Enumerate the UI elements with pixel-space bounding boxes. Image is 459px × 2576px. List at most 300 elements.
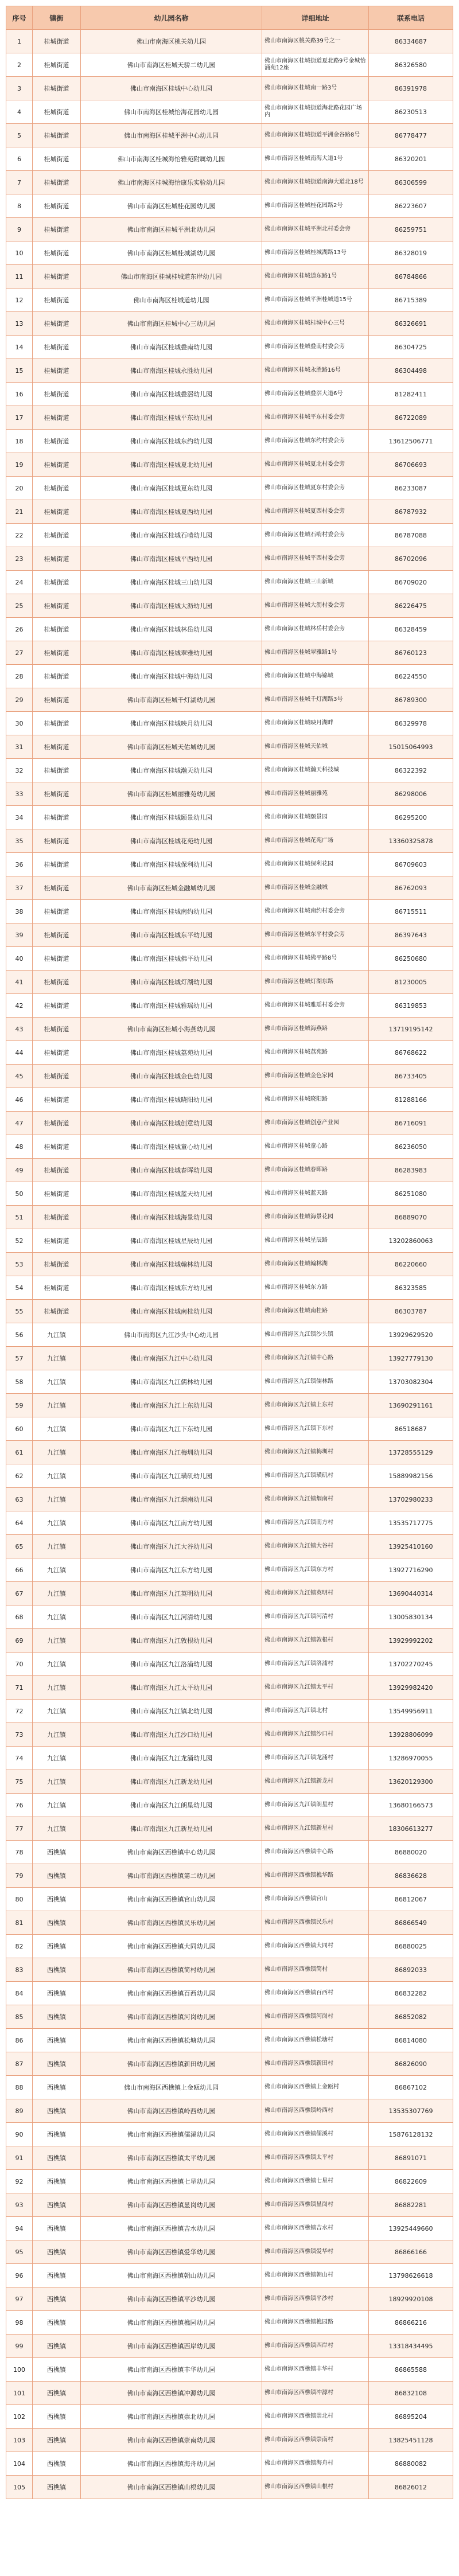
cell-name: 佛山市南海区西樵镇西岸幼儿园 xyxy=(81,2335,262,2358)
cell-name: 佛山市南海区桂城石啃幼儿园 xyxy=(81,524,262,547)
cell-town: 西樵镇 xyxy=(33,2382,81,2405)
cell-address: 佛山市南海区桂城丽雅苑 xyxy=(262,782,369,806)
cell-index: 16 xyxy=(6,383,33,406)
cell-town: 桂城街道 xyxy=(33,994,81,1018)
cell-phone: 86768622 xyxy=(369,1041,453,1065)
cell-address: 佛山市南海区西樵镇七星村 xyxy=(262,2170,369,2193)
cell-phone: 86784866 xyxy=(369,265,453,289)
cell-address: 佛山市南海区西樵镇中心路 xyxy=(262,1841,369,1864)
cell-town: 桂城街道 xyxy=(33,100,81,124)
cell-name: 佛山市南海区西樵镇樵园幼儿园 xyxy=(81,2311,262,2335)
cell-town: 西樵镇 xyxy=(33,2358,81,2382)
cell-town: 桂城街道 xyxy=(33,618,81,641)
cell-phone: 13286970055 xyxy=(369,1747,453,1770)
cell-phone: 86787932 xyxy=(369,500,453,524)
cell-index: 1 xyxy=(6,30,33,53)
table-row xyxy=(6,2264,453,2287)
kindergarten-table xyxy=(6,6,453,2499)
cell-town: 九江镇 xyxy=(33,1629,81,1653)
cell-index: 65 xyxy=(6,1535,33,1558)
cell-name: 佛山市南海区桂城海景幼儿园 xyxy=(81,1206,262,1229)
cell-phone: 86722089 xyxy=(369,406,453,430)
cell-name: 佛山市南海区桂城天佑城幼儿园 xyxy=(81,735,262,759)
cell-address: 佛山市南海区九江镇龙涌村 xyxy=(262,1747,369,1770)
cell-index: 66 xyxy=(6,1558,33,1582)
cell-phone: 13535717775 xyxy=(369,1511,453,1535)
cell-index: 21 xyxy=(6,500,33,524)
cell-address: 佛山市南海区桂城海燕路 xyxy=(262,1018,369,1041)
cell-phone: 13798626618 xyxy=(369,2264,453,2287)
cell-phone: 86866166 xyxy=(369,2240,453,2264)
cell-address: 佛山市南海区桂城东约村委会旁 xyxy=(262,430,369,453)
cell-town: 桂城街道 xyxy=(33,571,81,594)
cell-phone: 86895204 xyxy=(369,2405,453,2429)
table-row xyxy=(6,735,453,759)
table-row xyxy=(6,594,453,618)
cell-town: 九江镇 xyxy=(33,1417,81,1441)
cell-address: 佛山市南海区桂城夏北村委会旁 xyxy=(262,453,369,477)
cell-phone: 15015064993 xyxy=(369,735,453,759)
cell-index: 49 xyxy=(6,1159,33,1182)
cell-name: 佛山市南海区西樵镇平沙幼儿园 xyxy=(81,2287,262,2311)
cell-address: 佛山市南海区九江镇新星村 xyxy=(262,1817,369,1841)
cell-index: 24 xyxy=(6,571,33,594)
table-row xyxy=(6,665,453,688)
cell-address: 佛山市南海区西樵镇爱华村 xyxy=(262,2240,369,2264)
table-row xyxy=(6,124,453,147)
cell-town: 九江镇 xyxy=(33,1723,81,1747)
cell-phone: 86319853 xyxy=(369,994,453,1018)
cell-address: 佛山市南海区桂城石啃村委会旁 xyxy=(262,524,369,547)
cell-address: 佛山市南海区西樵镇上金瓯村 xyxy=(262,2076,369,2099)
cell-index: 44 xyxy=(6,1041,33,1065)
cell-index: 4 xyxy=(6,100,33,124)
table-row xyxy=(6,876,453,900)
cell-address: 佛山市南海区桂城叠南村委会旁 xyxy=(262,336,369,359)
cell-phone: 86226475 xyxy=(369,594,453,618)
cell-town: 九江镇 xyxy=(33,1676,81,1700)
cell-name: 佛山市南海区西樵镇太平幼儿园 xyxy=(81,2146,262,2170)
table-row xyxy=(6,829,453,853)
cell-address: 佛山市南海区西樵镇海舟村 xyxy=(262,2452,369,2476)
cell-address: 佛山市南海区九江镇南方村 xyxy=(262,1511,369,1535)
cell-name: 佛山市南海区西樵镇新田幼儿园 xyxy=(81,2052,262,2076)
table-row xyxy=(6,1958,453,1982)
cell-index: 68 xyxy=(6,1605,33,1629)
cell-index: 22 xyxy=(6,524,33,547)
cell-phone: 86715511 xyxy=(369,900,453,923)
table-row xyxy=(6,994,453,1018)
cell-address: 佛山市南海区九江镇敦根村 xyxy=(262,1629,369,1653)
cell-index: 72 xyxy=(6,1700,33,1723)
cell-name: 佛山市南海区九江河清幼儿园 xyxy=(81,1605,262,1629)
cell-address: 佛山市南海区九江镇下东村 xyxy=(262,1417,369,1441)
table-row xyxy=(6,1253,453,1276)
cell-town: 桂城街道 xyxy=(33,594,81,618)
table-row xyxy=(6,806,453,829)
cell-name: 佛山市南海区九江烟南幼儿园 xyxy=(81,1488,262,1511)
cell-town: 桂城街道 xyxy=(33,194,81,218)
cell-phone: 13318434495 xyxy=(369,2335,453,2358)
cell-name: 佛山市南海区桂城翠雅幼儿园 xyxy=(81,641,262,665)
cell-index: 41 xyxy=(6,971,33,994)
table-row xyxy=(6,2311,453,2335)
cell-town: 西樵镇 xyxy=(33,2099,81,2123)
cell-phone: 13925449660 xyxy=(369,2217,453,2240)
cell-name: 佛山市南海区西樵镇百西幼儿园 xyxy=(81,1982,262,2005)
table-row xyxy=(6,1535,453,1558)
cell-index: 55 xyxy=(6,1300,33,1323)
table-row xyxy=(6,1347,453,1370)
table-row xyxy=(6,2076,453,2099)
header-name: 幼儿园名称 xyxy=(81,6,262,30)
cell-town: 桂城街道 xyxy=(33,947,81,971)
cell-address: 佛山市南海区桂城金色家园 xyxy=(262,1065,369,1088)
cell-town: 西樵镇 xyxy=(33,1864,81,1888)
cell-address: 佛山市南海区西樵镇丰华村 xyxy=(262,2358,369,2382)
cell-address: 佛山市南海区桂城荔苑路 xyxy=(262,1041,369,1065)
cell-address: 佛山市南海区桂城桂花园路2号 xyxy=(262,194,369,218)
cell-phone: 86852082 xyxy=(369,2005,453,2029)
cell-town: 九江镇 xyxy=(33,1794,81,1817)
table-row xyxy=(6,171,453,194)
cell-address: 佛山市南海区桂城雅瑶村委会旁 xyxy=(262,994,369,1018)
table-row xyxy=(6,53,453,77)
cell-address: 佛山市南海区西樵镇西岸村 xyxy=(262,2335,369,2358)
cell-town: 桂城街道 xyxy=(33,735,81,759)
cell-phone: 86250680 xyxy=(369,947,453,971)
table-row xyxy=(6,1323,453,1347)
cell-phone: 86866549 xyxy=(369,1911,453,1935)
cell-name: 佛山市南海区桂城创意幼儿园 xyxy=(81,1112,262,1135)
cell-index: 96 xyxy=(6,2264,33,2287)
cell-town: 九江镇 xyxy=(33,1605,81,1629)
cell-name: 佛山市南海区桂城桂城道东岸幼儿园 xyxy=(81,265,262,289)
cell-index: 88 xyxy=(6,2076,33,2099)
cell-phone: 86230513 xyxy=(369,100,453,124)
cell-index: 26 xyxy=(6,618,33,641)
cell-phone: 86836628 xyxy=(369,1864,453,1888)
cell-address: 佛山市南海区西樵镇朝山村 xyxy=(262,2264,369,2287)
table-row xyxy=(6,477,453,500)
cell-index: 79 xyxy=(6,1864,33,1888)
cell-index: 82 xyxy=(6,1935,33,1958)
cell-town: 桂城街道 xyxy=(33,477,81,500)
cell-phone: 13612506771 xyxy=(369,430,453,453)
cell-index: 99 xyxy=(6,2335,33,2358)
cell-phone: 13927716290 xyxy=(369,1558,453,1582)
cell-town: 桂城街道 xyxy=(33,77,81,100)
cell-town: 西樵镇 xyxy=(33,1958,81,1982)
cell-address: 佛山市南海区西樵镇山根村 xyxy=(262,2476,369,2499)
table-row xyxy=(6,1911,453,1935)
cell-index: 62 xyxy=(6,1464,33,1488)
cell-index: 94 xyxy=(6,2217,33,2240)
header-address: 详细地址 xyxy=(262,6,369,30)
table-row xyxy=(6,1511,453,1535)
table-row xyxy=(6,1394,453,1417)
cell-name: 佛山市南海区桂城东约幼儿园 xyxy=(81,430,262,453)
cell-town: 西樵镇 xyxy=(33,2264,81,2287)
cell-name: 佛山市南海区桂城夏北幼儿园 xyxy=(81,453,262,477)
cell-address: 佛山市南海区西樵镇大同村 xyxy=(262,1935,369,1958)
table-row xyxy=(6,1300,453,1323)
cell-phone: 86889070 xyxy=(369,1206,453,1229)
cell-phone: 13680166573 xyxy=(369,1794,453,1817)
cell-phone: 86882281 xyxy=(369,2193,453,2217)
cell-phone: 13702980233 xyxy=(369,1488,453,1511)
cell-address: 佛山市南海区西樵镇岭西村 xyxy=(262,2099,369,2123)
cell-index: 34 xyxy=(6,806,33,829)
cell-address: 佛山市南海区桂城灯湖东路 xyxy=(262,971,369,994)
table-row xyxy=(6,336,453,359)
cell-phone: 86326691 xyxy=(369,312,453,336)
cell-index: 17 xyxy=(6,406,33,430)
table-row xyxy=(6,759,453,782)
cell-phone: 86306599 xyxy=(369,171,453,194)
cell-name: 佛山市南海区西樵镇河岗幼儿园 xyxy=(81,2005,262,2029)
table-row xyxy=(6,1441,453,1464)
cell-town: 西樵镇 xyxy=(33,2429,81,2452)
cell-address: 佛山市南海区西樵镇崇北村 xyxy=(262,2405,369,2429)
cell-address: 佛山市南海区九江镇洛浦村 xyxy=(262,1653,369,1676)
cell-index: 75 xyxy=(6,1770,33,1794)
cell-index: 23 xyxy=(6,547,33,571)
cell-address: 佛山市南海区桂城天佑城 xyxy=(262,735,369,759)
cell-name: 佛山市南海区西樵镇七星幼儿园 xyxy=(81,2170,262,2193)
cell-phone: 86224550 xyxy=(369,665,453,688)
cell-phone: 13929992202 xyxy=(369,1629,453,1653)
cell-name: 佛山市南海区九江太平幼儿园 xyxy=(81,1676,262,1700)
cell-index: 10 xyxy=(6,241,33,265)
cell-address: 佛山市南海区九江镇大谷村 xyxy=(262,1535,369,1558)
cell-town: 桂城街道 xyxy=(33,806,81,829)
cell-phone: 13005830134 xyxy=(369,1605,453,1629)
cell-address: 佛山市南海区桂城童心路 xyxy=(262,1135,369,1159)
cell-index: 91 xyxy=(6,2146,33,2170)
cell-index: 36 xyxy=(6,853,33,876)
cell-town: 九江镇 xyxy=(33,1770,81,1794)
cell-index: 84 xyxy=(6,1982,33,2005)
cell-name: 佛山市南海区桂城夏西幼儿园 xyxy=(81,500,262,524)
cell-name: 佛山市南海区桂城金色幼儿园 xyxy=(81,1065,262,1088)
cell-town: 桂城街道 xyxy=(33,406,81,430)
cell-town: 桂城街道 xyxy=(33,829,81,853)
cell-index: 3 xyxy=(6,77,33,100)
table-row xyxy=(6,1653,453,1676)
cell-address: 佛山市南海区九江镇北村 xyxy=(262,1700,369,1723)
cell-name: 佛山市南海区桂城千灯湖幼儿园 xyxy=(81,688,262,712)
cell-index: 64 xyxy=(6,1511,33,1535)
table-row xyxy=(6,1088,453,1112)
cell-phone: 18306613277 xyxy=(369,1817,453,1841)
cell-name: 佛山市南海区桂城雅瑶幼儿园 xyxy=(81,994,262,1018)
cell-index: 71 xyxy=(6,1676,33,1700)
cell-index: 69 xyxy=(6,1629,33,1653)
cell-address: 佛山市南海区桂城晓阳路 xyxy=(262,1088,369,1112)
table-row xyxy=(6,147,453,171)
cell-name: 佛山市南海区九江儒林幼儿园 xyxy=(81,1370,262,1394)
table-row xyxy=(6,1370,453,1394)
cell-phone: 18929920108 xyxy=(369,2287,453,2311)
cell-name: 佛山市南海区桂城东平幼儿园 xyxy=(81,923,262,947)
cell-town: 西樵镇 xyxy=(33,1982,81,2005)
cell-index: 83 xyxy=(6,1958,33,1982)
cell-phone: 86702096 xyxy=(369,547,453,571)
table-row xyxy=(6,265,453,289)
cell-town: 西樵镇 xyxy=(33,2170,81,2193)
cell-phone: 86865588 xyxy=(369,2358,453,2382)
table-row xyxy=(6,853,453,876)
cell-name: 佛山市南海区桂城中心幼儿园 xyxy=(81,77,262,100)
cell-phone: 13728555129 xyxy=(369,1441,453,1464)
cell-town: 九江镇 xyxy=(33,1323,81,1347)
table-row xyxy=(6,2335,453,2358)
cell-phone: 13549956911 xyxy=(369,1700,453,1723)
cell-index: 57 xyxy=(6,1347,33,1370)
cell-town: 九江镇 xyxy=(33,1817,81,1841)
cell-index: 105 xyxy=(6,2476,33,2499)
cell-name: 佛山市南海区桂城童心幼儿园 xyxy=(81,1135,262,1159)
cell-phone: 86706693 xyxy=(369,453,453,477)
cell-name: 佛山市南海区桂城映月幼儿园 xyxy=(81,712,262,735)
table-row xyxy=(6,194,453,218)
cell-index: 60 xyxy=(6,1417,33,1441)
cell-address: 佛山市南海区九江镇上东村 xyxy=(262,1394,369,1417)
cell-phone: 86323585 xyxy=(369,1276,453,1300)
table-row xyxy=(6,430,453,453)
cell-phone: 86304498 xyxy=(369,359,453,383)
cell-index: 102 xyxy=(6,2405,33,2429)
cell-name: 佛山市南海区桂城桂花园幼儿园 xyxy=(81,194,262,218)
cell-address: 佛山市南海区桂城林岳村委会旁 xyxy=(262,618,369,641)
cell-town: 桂城街道 xyxy=(33,218,81,241)
cell-town: 桂城街道 xyxy=(33,453,81,477)
cell-address: 佛山市南海区桂城南海大道1号 xyxy=(262,147,369,171)
table-row xyxy=(6,2099,453,2123)
cell-name: 佛山市南海区西樵镇冲源幼儿园 xyxy=(81,2382,262,2405)
table-row xyxy=(6,923,453,947)
cell-phone: 86322392 xyxy=(369,759,453,782)
cell-town: 九江镇 xyxy=(33,1653,81,1676)
cell-name: 佛山市南海区九江朗星幼儿园 xyxy=(81,1794,262,1817)
cell-phone: 86283983 xyxy=(369,1159,453,1182)
cell-phone: 86328459 xyxy=(369,618,453,641)
table-row xyxy=(6,712,453,735)
cell-address: 佛山市南海区桂城映月湖畔 xyxy=(262,712,369,735)
cell-index: 2 xyxy=(6,53,33,77)
cell-address: 佛山市南海区桂城海景花园 xyxy=(262,1206,369,1229)
table-row xyxy=(6,359,453,383)
cell-town: 桂城街道 xyxy=(33,500,81,524)
cell-town: 桂城街道 xyxy=(33,1159,81,1182)
table-row xyxy=(6,1629,453,1653)
cell-phone: 86709603 xyxy=(369,853,453,876)
cell-address: 佛山市南海区九江镇河清村 xyxy=(262,1605,369,1629)
cell-name: 佛山市南海区桂城颐景幼儿园 xyxy=(81,806,262,829)
cell-index: 51 xyxy=(6,1206,33,1229)
cell-town: 桂城街道 xyxy=(33,1253,81,1276)
cell-name: 佛山市南海区九江沙头中心幼儿园 xyxy=(81,1323,262,1347)
table-row xyxy=(6,1794,453,1817)
cell-name: 佛山市南海区西樵镇第二幼儿园 xyxy=(81,1864,262,1888)
cell-town: 桂城街道 xyxy=(33,641,81,665)
cell-town: 西樵镇 xyxy=(33,2452,81,2476)
table-row xyxy=(6,2052,453,2076)
table-row xyxy=(6,1464,453,1488)
table-row xyxy=(6,1229,453,1253)
cell-town: 桂城街道 xyxy=(33,30,81,53)
table-row xyxy=(6,1770,453,1794)
cell-name: 佛山市南海区九江大谷幼儿园 xyxy=(81,1535,262,1558)
cell-address: 佛山市南海区桂城南桂路 xyxy=(262,1300,369,1323)
cell-name: 佛山市南海区九江东方幼儿园 xyxy=(81,1558,262,1582)
cell-address: 佛山市南海区桂城街道南海大道北18号 xyxy=(262,171,369,194)
cell-phone: 13928806099 xyxy=(369,1723,453,1747)
cell-name: 佛山市南海区桂城佛平幼儿园 xyxy=(81,947,262,971)
table-row xyxy=(6,2287,453,2311)
cell-phone: 15889982156 xyxy=(369,1464,453,1488)
cell-index: 93 xyxy=(6,2193,33,2217)
cell-address: 佛山市南海区九江镇朗星村 xyxy=(262,1794,369,1817)
cell-name: 佛山市南海区桂城南桂幼儿园 xyxy=(81,1300,262,1323)
cell-phone: 86397643 xyxy=(369,923,453,947)
cell-name: 佛山市南海区西樵镇丰华幼儿园 xyxy=(81,2358,262,2382)
cell-address: 佛山市南海区九江镇新龙村 xyxy=(262,1770,369,1794)
cell-town: 九江镇 xyxy=(33,1464,81,1488)
cell-address: 佛山市南海区桂城平洲北村委会旁 xyxy=(262,218,369,241)
cell-phone: 86733405 xyxy=(369,1065,453,1088)
cell-town: 西樵镇 xyxy=(33,1911,81,1935)
cell-name: 佛山市南海区桂城蓝天幼儿园 xyxy=(81,1182,262,1206)
cell-index: 95 xyxy=(6,2240,33,2264)
table-row xyxy=(6,218,453,241)
cell-town: 桂城街道 xyxy=(33,312,81,336)
cell-address: 佛山市南海区桂城佛平路8号 xyxy=(262,947,369,971)
cell-phone: 86320201 xyxy=(369,147,453,171)
cell-index: 12 xyxy=(6,289,33,312)
cell-name: 佛山市南海区桂城丽雅苑幼儿园 xyxy=(81,782,262,806)
cell-phone: 86867102 xyxy=(369,2076,453,2099)
cell-name: 佛山市南海区桂城灯湖幼儿园 xyxy=(81,971,262,994)
cell-name: 佛山市南海区桂城林岳幼儿园 xyxy=(81,618,262,641)
cell-name: 佛山市南海区西樵镇显岗幼儿园 xyxy=(81,2193,262,2217)
cell-index: 98 xyxy=(6,2311,33,2335)
cell-name: 佛山市南海区九江南方幼儿园 xyxy=(81,1511,262,1535)
cell-name: 佛山市南海区桂城桂城湖幼儿园 xyxy=(81,241,262,265)
cell-address: 佛山市南海区桂城道东路1号 xyxy=(262,265,369,289)
table-row xyxy=(6,900,453,923)
header-row xyxy=(6,6,453,30)
cell-address: 佛山市南海区西樵镇吉水村 xyxy=(262,2217,369,2240)
cell-address: 佛山市南海区西樵镇民乐村 xyxy=(262,1911,369,1935)
cell-town: 桂城街道 xyxy=(33,53,81,77)
cell-address: 佛山市南海区桂城南一路3号 xyxy=(262,77,369,100)
cell-phone: 86826012 xyxy=(369,2476,453,2499)
cell-town: 西樵镇 xyxy=(33,2146,81,2170)
cell-town: 西樵镇 xyxy=(33,2005,81,2029)
cell-town: 桂城街道 xyxy=(33,1300,81,1323)
cell-phone: 81230005 xyxy=(369,971,453,994)
cell-address: 佛山市南海区九江镇太平村 xyxy=(262,1676,369,1700)
cell-phone: 86814080 xyxy=(369,2029,453,2052)
cell-index: 14 xyxy=(6,336,33,359)
cell-phone: 86866216 xyxy=(369,2311,453,2335)
cell-name: 佛山市南海区桂城春晖幼儿园 xyxy=(81,1159,262,1182)
cell-town: 桂城街道 xyxy=(33,430,81,453)
cell-name: 佛山市南海区九江上东幼儿园 xyxy=(81,1394,262,1417)
cell-address: 佛山市南海区桂城翠雅路1号 xyxy=(262,641,369,665)
